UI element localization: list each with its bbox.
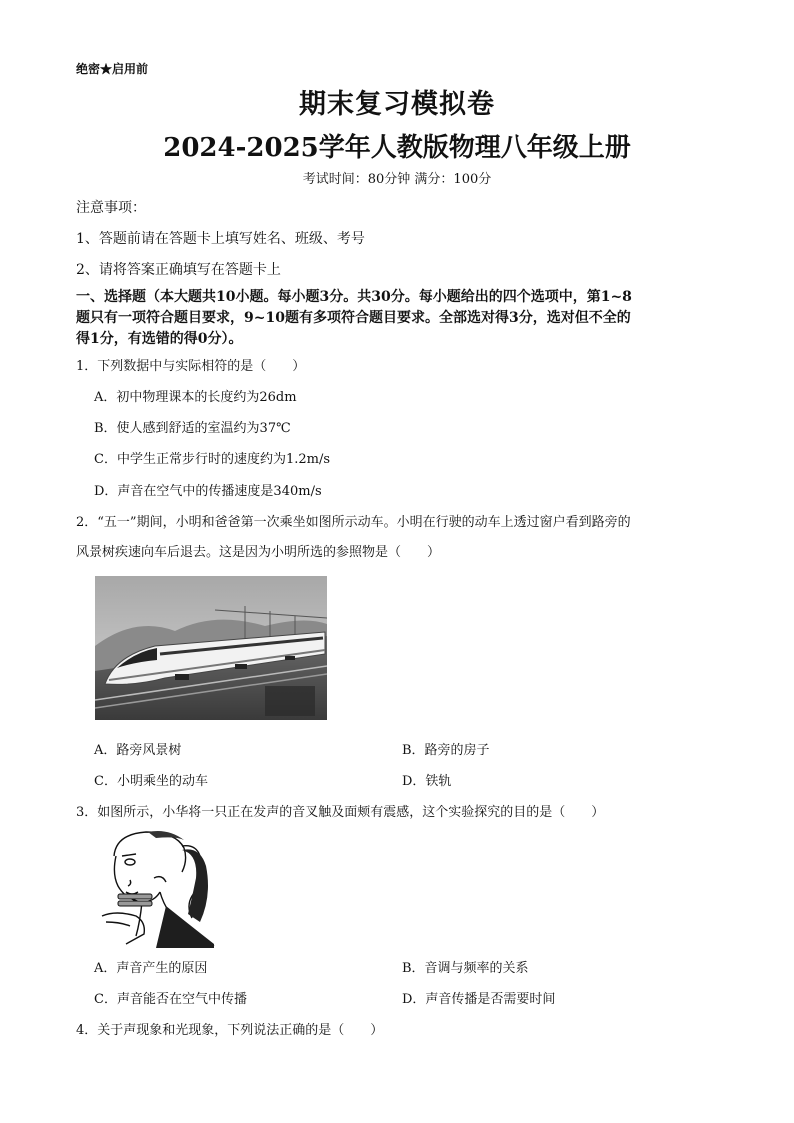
page-title: 期末复习模拟卷 bbox=[299, 89, 495, 120]
question-1-option-a: A．初中物理课本的长度约为26dm bbox=[94, 390, 297, 405]
section-line: 题只有一项符合题目要求，9~10题有多项符合题目要求。全部选对得3分，选对但不全的 bbox=[76, 310, 631, 326]
section-line: 一、选择题（本大题共10小题。每小题3分。共30分。每小题给出的四个选项中，第1~8 bbox=[76, 289, 632, 305]
notice-item: 1、答题前请在答题卡上填写姓名、班级、考号 bbox=[76, 231, 365, 247]
train-photo bbox=[95, 576, 327, 720]
question-2-stem: 风景树疾速向车后退去。这是因为小明所选的参照物是（ ） bbox=[76, 545, 441, 560]
section-instructions bbox=[76, 287, 721, 350]
question-3-option-a: A．声音产生的原因 bbox=[94, 961, 208, 976]
notice-heading: 注意事项： bbox=[76, 200, 146, 216]
question-4-stem: 4．关于声现象和光现象，下列说法正确的是（ ） bbox=[76, 1023, 384, 1038]
confidential-label: 绝密★启用前 bbox=[76, 62, 149, 76]
question-3-option-d: D．声音传播是否需要时间 bbox=[402, 992, 556, 1007]
exam-info: 考试时间：80分钟 满分：100分 bbox=[302, 172, 492, 187]
question-2-stem: 2．“五一”期间，小明和爸爸第一次乘坐如图所示动车。小明在行驶的动车上透过窗户看到路旁的 bbox=[76, 515, 631, 530]
page-subtitle: 2024-2025学年人教版物理八年级上册 bbox=[163, 133, 631, 163]
question-3-option-b: B．音调与频率的关系 bbox=[402, 961, 529, 976]
girl-tuning-fork-drawing bbox=[96, 826, 216, 948]
question-3-option-c: C．声音能否在空气中传播 bbox=[94, 992, 247, 1007]
question-2-option-d: D．铁轨 bbox=[402, 774, 452, 789]
question-1-stem: 1．下列数据中与实际相符的是（ ） bbox=[76, 359, 306, 374]
question-1-option-d: D．声音在空气中的传播速度是340m/s bbox=[94, 484, 322, 499]
question-2-option-a: A．路旁风景树 bbox=[94, 743, 182, 758]
notice-item: 2、请将答案正确填写在答题卡上 bbox=[76, 262, 281, 278]
section-line: 得1分，有选错的得0分）。 bbox=[76, 331, 243, 347]
question-1-option-b: B．使人感到舒适的室温约为37℃ bbox=[94, 421, 291, 436]
question-1-option-c: C．中学生正常步行时的速度约为1.2m/s bbox=[94, 452, 330, 467]
question-2-option-b: B．路旁的房子 bbox=[402, 743, 490, 758]
question-2-option-c: C．小明乘坐的动车 bbox=[94, 774, 208, 789]
question-3-stem: 3．如图所示，小华将一只正在发声的音叉触及面颊有震感，这个实验探究的目的是（ ） bbox=[76, 805, 605, 820]
